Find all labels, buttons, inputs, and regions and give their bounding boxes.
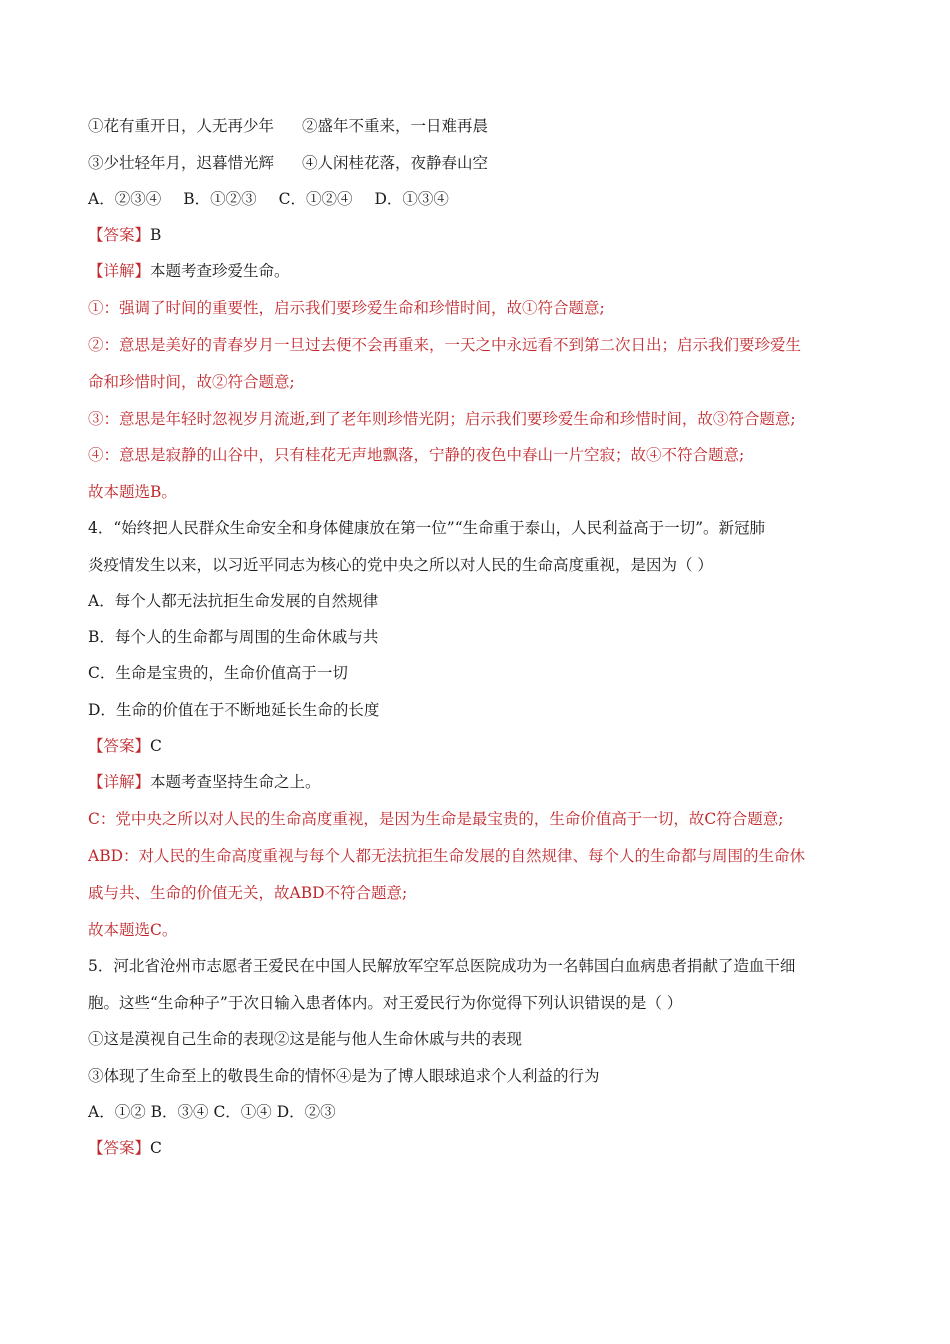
q4-stem-line-2: 炎疫情发生以来，以习近平同志为核心的党中央之所以对人民的生命高度重视，是因为（ ）: [88, 556, 713, 574]
q4-explanation-c: C：党中央之所以对人民的生命高度重视，是因为生命是最宝贵的，生命价值高于一切，故C符合题意;: [88, 810, 784, 828]
q3-option-b: B．①②③: [183, 190, 257, 208]
q3-items-row-2: [88, 153, 488, 173]
answer-value: C: [150, 737, 162, 755]
q4-option-c: C．生命是宝贵的，生命价值高于一切: [88, 664, 348, 682]
q3-option-a: A．②③④: [88, 190, 162, 208]
q4-explanation-abd-2: 戚与共、生命的价值无关，故ABD不符合题意;: [88, 884, 408, 902]
q5-stem-line-1: 5．河北省沧州市志愿者王爱民在中国人民解放军空军总医院成功为一名韩国白血病患者捐献了造血干细: [88, 957, 796, 975]
q4-answer: [88, 736, 162, 756]
q3-option-d: D．①③④: [374, 190, 449, 208]
q4-option-b: B．每个人的生命都与周围的生命休戚与共: [88, 628, 379, 646]
q4-conclusion: 故本题选C。: [88, 921, 178, 939]
detail-intro: 本题考查坚持生命之上。: [150, 773, 321, 791]
q4-explanation-abd-1: ABD：对人民的生命高度重视与每个人都无法抗拒生命发展的自然规律、每个人的生命都与周围的生命休: [88, 847, 806, 865]
detail-intro: 本题考查珍爱生命。: [150, 262, 290, 280]
q3-explanation-1: ①：强调了时间的重要性，启示我们要珍爱生命和珍惜时间，故①符合题意;: [88, 299, 605, 317]
answer-value: B: [150, 226, 162, 244]
q5-answer: [88, 1138, 162, 1158]
q3-item-4: ④人闲桂花落，夜静春山空: [302, 154, 489, 172]
q5-options: A．①② B．③④ C．①④ D．②③: [88, 1103, 336, 1121]
q3-answer: [88, 225, 161, 245]
detail-tag: 【详解】: [88, 262, 151, 280]
detail-tag: 【详解】: [88, 773, 151, 791]
q3-option-c: C．①②④: [278, 190, 353, 208]
answer-tag: 【答案】: [88, 737, 151, 755]
q4-option-a: A．每个人都无法抗拒生命发展的自然规律: [88, 592, 379, 610]
q3-explanation-3: ③：意思是年轻时忽视岁月流逝,到了老年则珍惜光阴；启示我们要珍爱生命和珍惜时间，故③符合题意;: [88, 410, 796, 428]
q4-detail: [88, 772, 321, 792]
q4-option-d: D．生命的价值在于不断地延长生命的长度: [88, 701, 380, 719]
answer-tag: 【答案】: [88, 1139, 151, 1157]
answer-tag: 【答案】: [88, 226, 151, 244]
q4-stem-line-1: 4．“始终把人民群众生命安全和身体健康放在第一位”“生命重于泰山，人民利益高于一切”。新冠肺: [88, 519, 766, 537]
q5-stem-line-2: 胞。这些“生命种子”于次日输入患者体内。对王爱民行为你觉得下列认识错误的是（ ）: [88, 994, 683, 1012]
q5-items-line-2: ③体现了生命至上的敬畏生命的情怀④是为了博人眼球追求个人利益的行为: [88, 1067, 600, 1085]
q3-conclusion: 故本题选B。: [88, 483, 177, 501]
q3-item-3: ③少壮轻年月，迟暮惜光辉: [88, 154, 275, 172]
q3-item-1: ①花有重开日，人无再少年: [88, 117, 275, 135]
q3-items-row-1: [88, 116, 488, 136]
q5-items-line-1: ①这是漠视自己生命的表现②这是能与他人生命休戚与共的表现: [88, 1030, 523, 1048]
q3-explanation-4: ④：意思是寂静的山谷中，只有桂花无声地飘落，宁静的夜色中春山一片空寂；故④不符合题意;: [88, 446, 745, 464]
q3-explanation-2a: ②：意思是美好的青春岁月一旦过去便不会再重来，一天之中永远看不到第二次日出；启示我们要珍爱生: [88, 336, 802, 354]
q3-explanation-2b: 命和珍惜时间，故②符合题意;: [88, 373, 295, 391]
q3-options: [88, 189, 471, 209]
answer-value: C: [150, 1139, 162, 1157]
q3-detail: [88, 261, 290, 281]
q3-item-2: ②盛年不重来，一日难再晨: [302, 117, 489, 135]
